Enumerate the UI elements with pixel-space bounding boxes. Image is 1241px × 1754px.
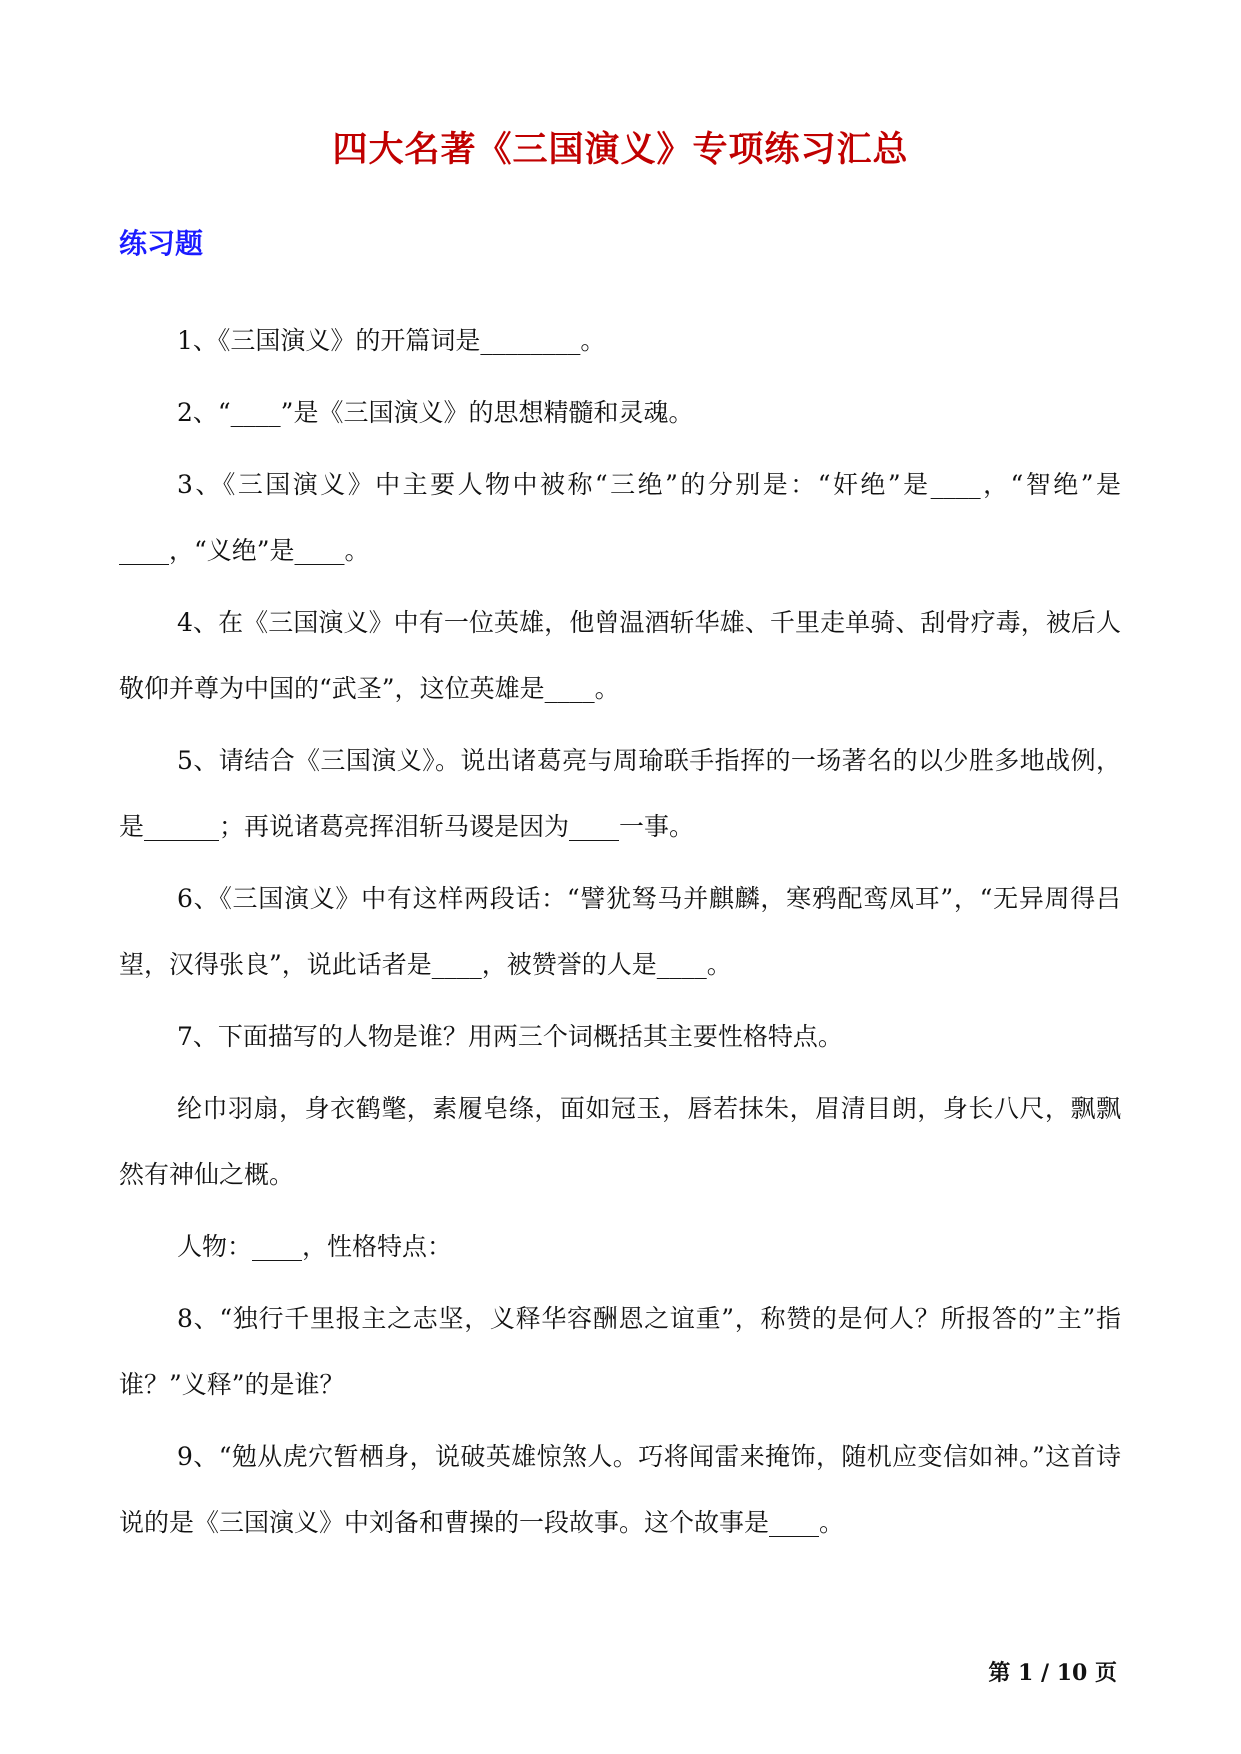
paragraph: 5、请结合《三国演义》。说出诸葛亮与周瑜联手指挥的一场著名的以少胜多地战例，是______；再说诸葛亮挥泪斩马谡是因为____一事。 [119, 746, 1121, 841]
paragraph: 1、《三国演义》的开篇词是________。 [177, 326, 606, 355]
paragraph: 纶巾羽扇，身衣鹤氅，素履皂绦，面如冠玉，唇若抹朱，眉清目朗，身长八尺，飘飘然有神仙之概。 [119, 1094, 1121, 1189]
document-title: 四大名著《三国演义》专项练习汇总 [332, 129, 909, 170]
section-heading: 练习题 [119, 227, 204, 260]
paragraph: 4、在《三国演义》中有一位英雄，他曾温酒斩华雄、千里走单骑、刮骨疗毒，被后人敬仰并尊为中国的“武圣”，这位英雄是____。 [119, 608, 1121, 703]
paragraph: 8、“独行千里报主之志坚，义释华容酬恩之谊重”，称赞的是何人？所报答的”主”指谁？”义释”的是谁？ [119, 1304, 1121, 1399]
paragraph: 3、《三国演义》中主要人物中被称“三绝”的分别是：“奸绝”是____，“智绝”是____，“义绝”是____。 [119, 470, 1121, 565]
document-body [119, 308, 1121, 1562]
paragraph: 7、下面描写的人物是谁？用两三个词概括其主要性格特点。 [177, 1022, 843, 1051]
paragraph: 2、“____”是《三国演义》的思想精髓和灵魂。 [177, 398, 694, 427]
paragraph: 9、“勉从虎穴暂栖身，说破英雄惊煞人。巧将闻雷来掩饰，随机应变信如神。”这首诗说的是《三国演义》中刘备和曹操的一段故事。这个故事是____。 [119, 1442, 1121, 1537]
paragraph: 人物：____，性格特点： [177, 1232, 453, 1261]
page-number: 第 1 / 10 页 [988, 1660, 1117, 1686]
paragraph: 6、《三国演义》中有这样两段话：“譬犹驽马并麒麟，寒鸦配鸾凤耳”，“无异周得吕望，汉得张良”，说此话者是____，被赞誉的人是____。 [119, 884, 1121, 979]
